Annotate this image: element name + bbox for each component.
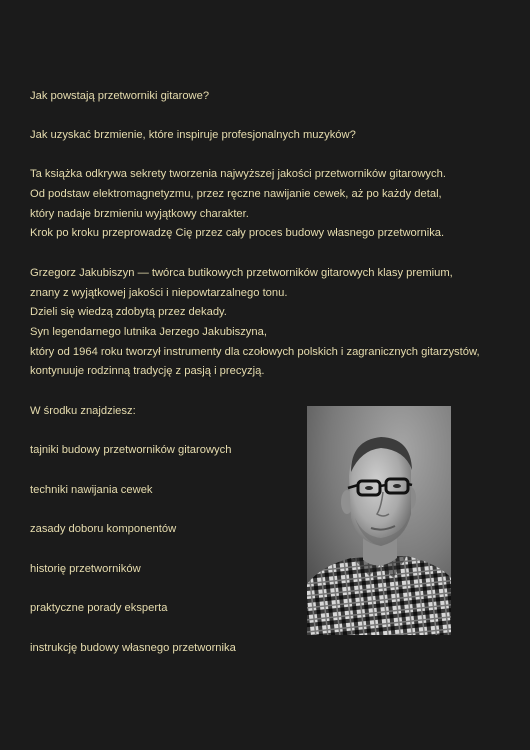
contents-list-item: techniki nawijania cewek bbox=[30, 484, 153, 496]
book-description-line: Od podstaw elektromagnetyzmu, przez ręczne nawijanie cewek, aż po każdy detal, bbox=[30, 188, 442, 200]
book-description-line: Ta książka odkrywa sekrety tworzenia najwyższej jakości przetworników gitarowych. bbox=[30, 168, 446, 180]
book-description-line: Krok po kroku przeprowadzę Cię przez cały proces budowy własnego przetwornika. bbox=[30, 227, 445, 239]
contents-list-item: praktyczne porady eksperta bbox=[30, 602, 168, 614]
contents-heading: W środku znajdziesz: bbox=[30, 405, 136, 417]
contents-list-item: instrukcję budowy własnego przetwornika bbox=[30, 642, 236, 654]
author-bio-line: Grzegorz Jakubiszyn — twórca butikowych przetworników gitarowych klasy premium, bbox=[30, 267, 453, 279]
author-bio-line: Dzieli się wiedzą zdobytą przez dekady. bbox=[30, 306, 227, 318]
contents-list-item: tajniki budowy przetworników gitarowych bbox=[30, 444, 232, 456]
author-bio-line: kontynuuje rodzinną tradycję z pasją i precyzją. bbox=[30, 365, 265, 377]
book-description-line: który nadaje brzmieniu wyjątkowy charakter. bbox=[30, 208, 249, 220]
contents-list-item: zasady doboru komponentów bbox=[30, 523, 177, 535]
author-photo bbox=[307, 406, 451, 635]
question-how-pickups-are-made: Jak powstają przetworniki gitarowe? bbox=[30, 90, 210, 102]
contents-list-item: historię przetworników bbox=[30, 563, 141, 575]
author-bio-line: który od 1964 roku tworzył instrumenty dla czołowych polskich i zagranicznych gitarzystów, bbox=[30, 346, 480, 358]
author-bio-line: znany z wyjątkowej jakości i niepowtarzalnego tonu. bbox=[30, 287, 288, 299]
author-bio-line: Syn legendarnego lutnika Jerzego Jakubiszyna, bbox=[30, 326, 267, 338]
question-professional-sound: Jak uzyskać brzmienie, które inspiruje profesjonalnych muzyków? bbox=[30, 129, 356, 141]
